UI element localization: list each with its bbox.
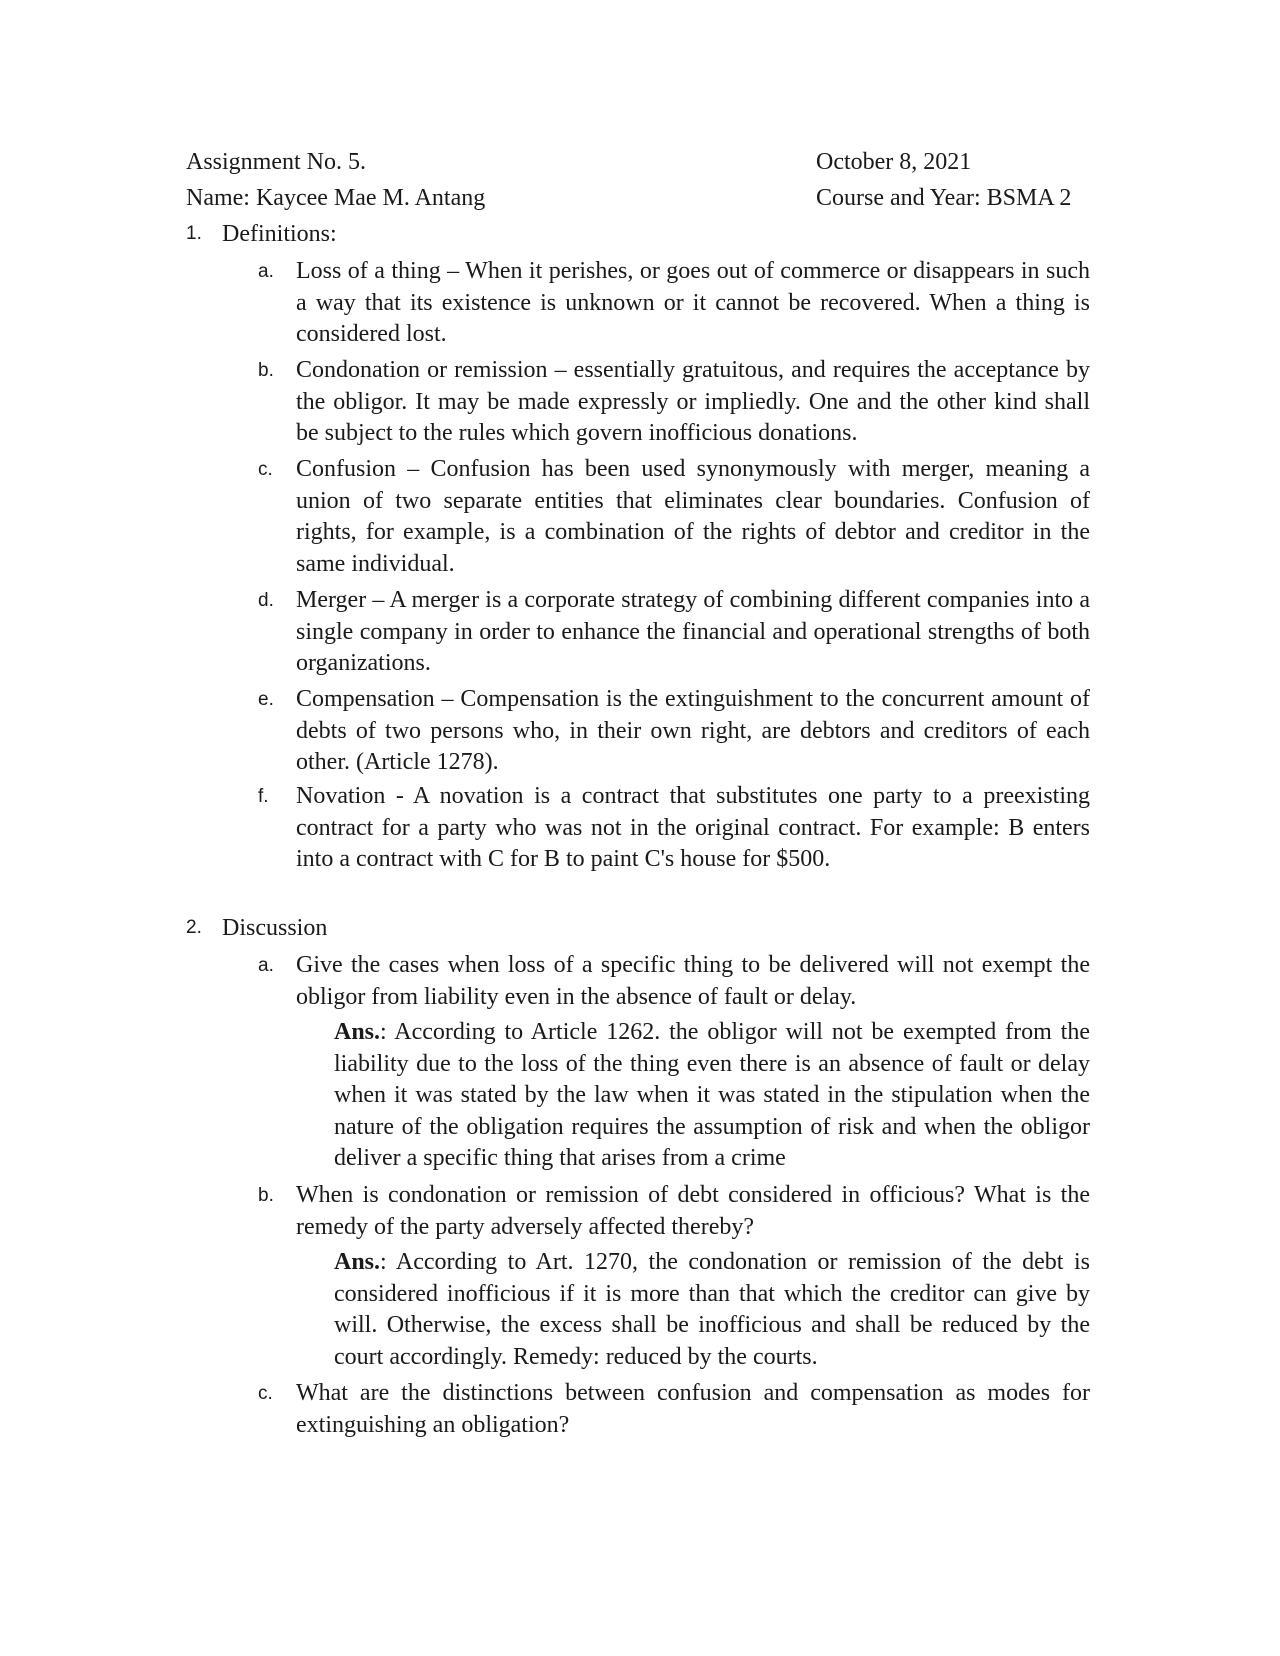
question-a-letter: a. xyxy=(258,955,274,976)
section-1-title: Definitions: xyxy=(222,221,337,247)
definition-e-text: Compensation – Compensation is the extinguishment to the concurrent amount of debts of two persons who, in their own right, are debtors and creditors of each other. (Article 1278). xyxy=(296,686,1090,775)
answer-b xyxy=(334,1247,1090,1373)
definition-a-letter: a. xyxy=(258,261,274,282)
section-2-number: 2. xyxy=(186,917,202,938)
answer-b-label: Ans. xyxy=(334,1249,381,1275)
assignment-date: October 8, 2021 xyxy=(816,149,972,175)
section-2-title: Discussion xyxy=(222,915,328,941)
question-a-text: Give the cases when loss of a specific thing to be delivered will not exempt the obligor from liability even in the absence of fault or delay. xyxy=(296,952,1090,1010)
answer-a xyxy=(334,1017,1090,1175)
question-b-letter: b. xyxy=(258,1185,274,1206)
question-b-text: When is condonation or remission of debt considered in officious? What is the remedy of the party adversely affected thereby? xyxy=(296,1182,1090,1240)
answer-a-label: Ans. xyxy=(334,1019,381,1045)
question-c-letter: c. xyxy=(258,1383,273,1404)
assignment-number: Assignment No. 5. xyxy=(186,149,366,175)
definition-b-text: Condonation or remission – essentially gratuitous, and requires the acceptance by the obligor. It may be made expressly or impliedly. One and the other kind shall be subject to the rules which govern inofficious donations. xyxy=(296,357,1090,446)
question-c-text: What are the distinctions between confusion and compensation as modes for extinguishing an obligation? xyxy=(296,1380,1090,1438)
definition-f-text: Novation - A novation is a contract that substitutes one party to a preexisting contract for a party who was not in the original contract. For example: B enters into a contract with C for B to paint C's house for $500. xyxy=(296,783,1090,872)
student-name: Name: Kaycee Mae M. Antang xyxy=(186,185,486,211)
course-year: Course and Year: BSMA 2 xyxy=(816,185,1072,211)
definition-e-letter: e. xyxy=(258,689,274,710)
answer-a-text: : According to Article 1262. the obligor will not be exempted from the liability due to the loss of the thing even there is an absence of fault or delay when it was stated by the law when it was stated in the stipulation when the nature of the obligation requires the assumption of risk and when the obligor deliver a specific thing that arises from a crime xyxy=(334,1019,1090,1171)
definition-f-letter: f. xyxy=(258,786,269,807)
definition-d-letter: d. xyxy=(258,590,274,611)
definition-a-text: Loss of a thing – When it perishes, or goes out of commerce or disappears in such a way that its existence is unknown or it cannot be recovered. When a thing is considered lost. xyxy=(296,258,1090,347)
definition-d-text: Merger – A merger is a corporate strategy of combining different companies into a single company in order to enhance the financial and operational strengths of both organizations. xyxy=(296,587,1090,676)
definition-c-text: Confusion – Confusion has been used synonymously with merger, meaning a union of two separate entities that eliminates clear boundaries. Confusion of rights, for example, is a combination of the rights of debtor and creditor in the same individual. xyxy=(296,456,1090,577)
answer-b-text: : According to Art. 1270, the condonation or remission of the debt is considered inofficious if it is more than that which the creditor can give by will. Otherwise, the excess shall be inofficious and shall be reduced by the court accordingly. Remedy: reduced by the courts. xyxy=(334,1249,1090,1370)
definition-b-letter: b. xyxy=(258,360,274,381)
section-1-number: 1. xyxy=(186,223,202,244)
definition-c-letter: c. xyxy=(258,459,273,480)
